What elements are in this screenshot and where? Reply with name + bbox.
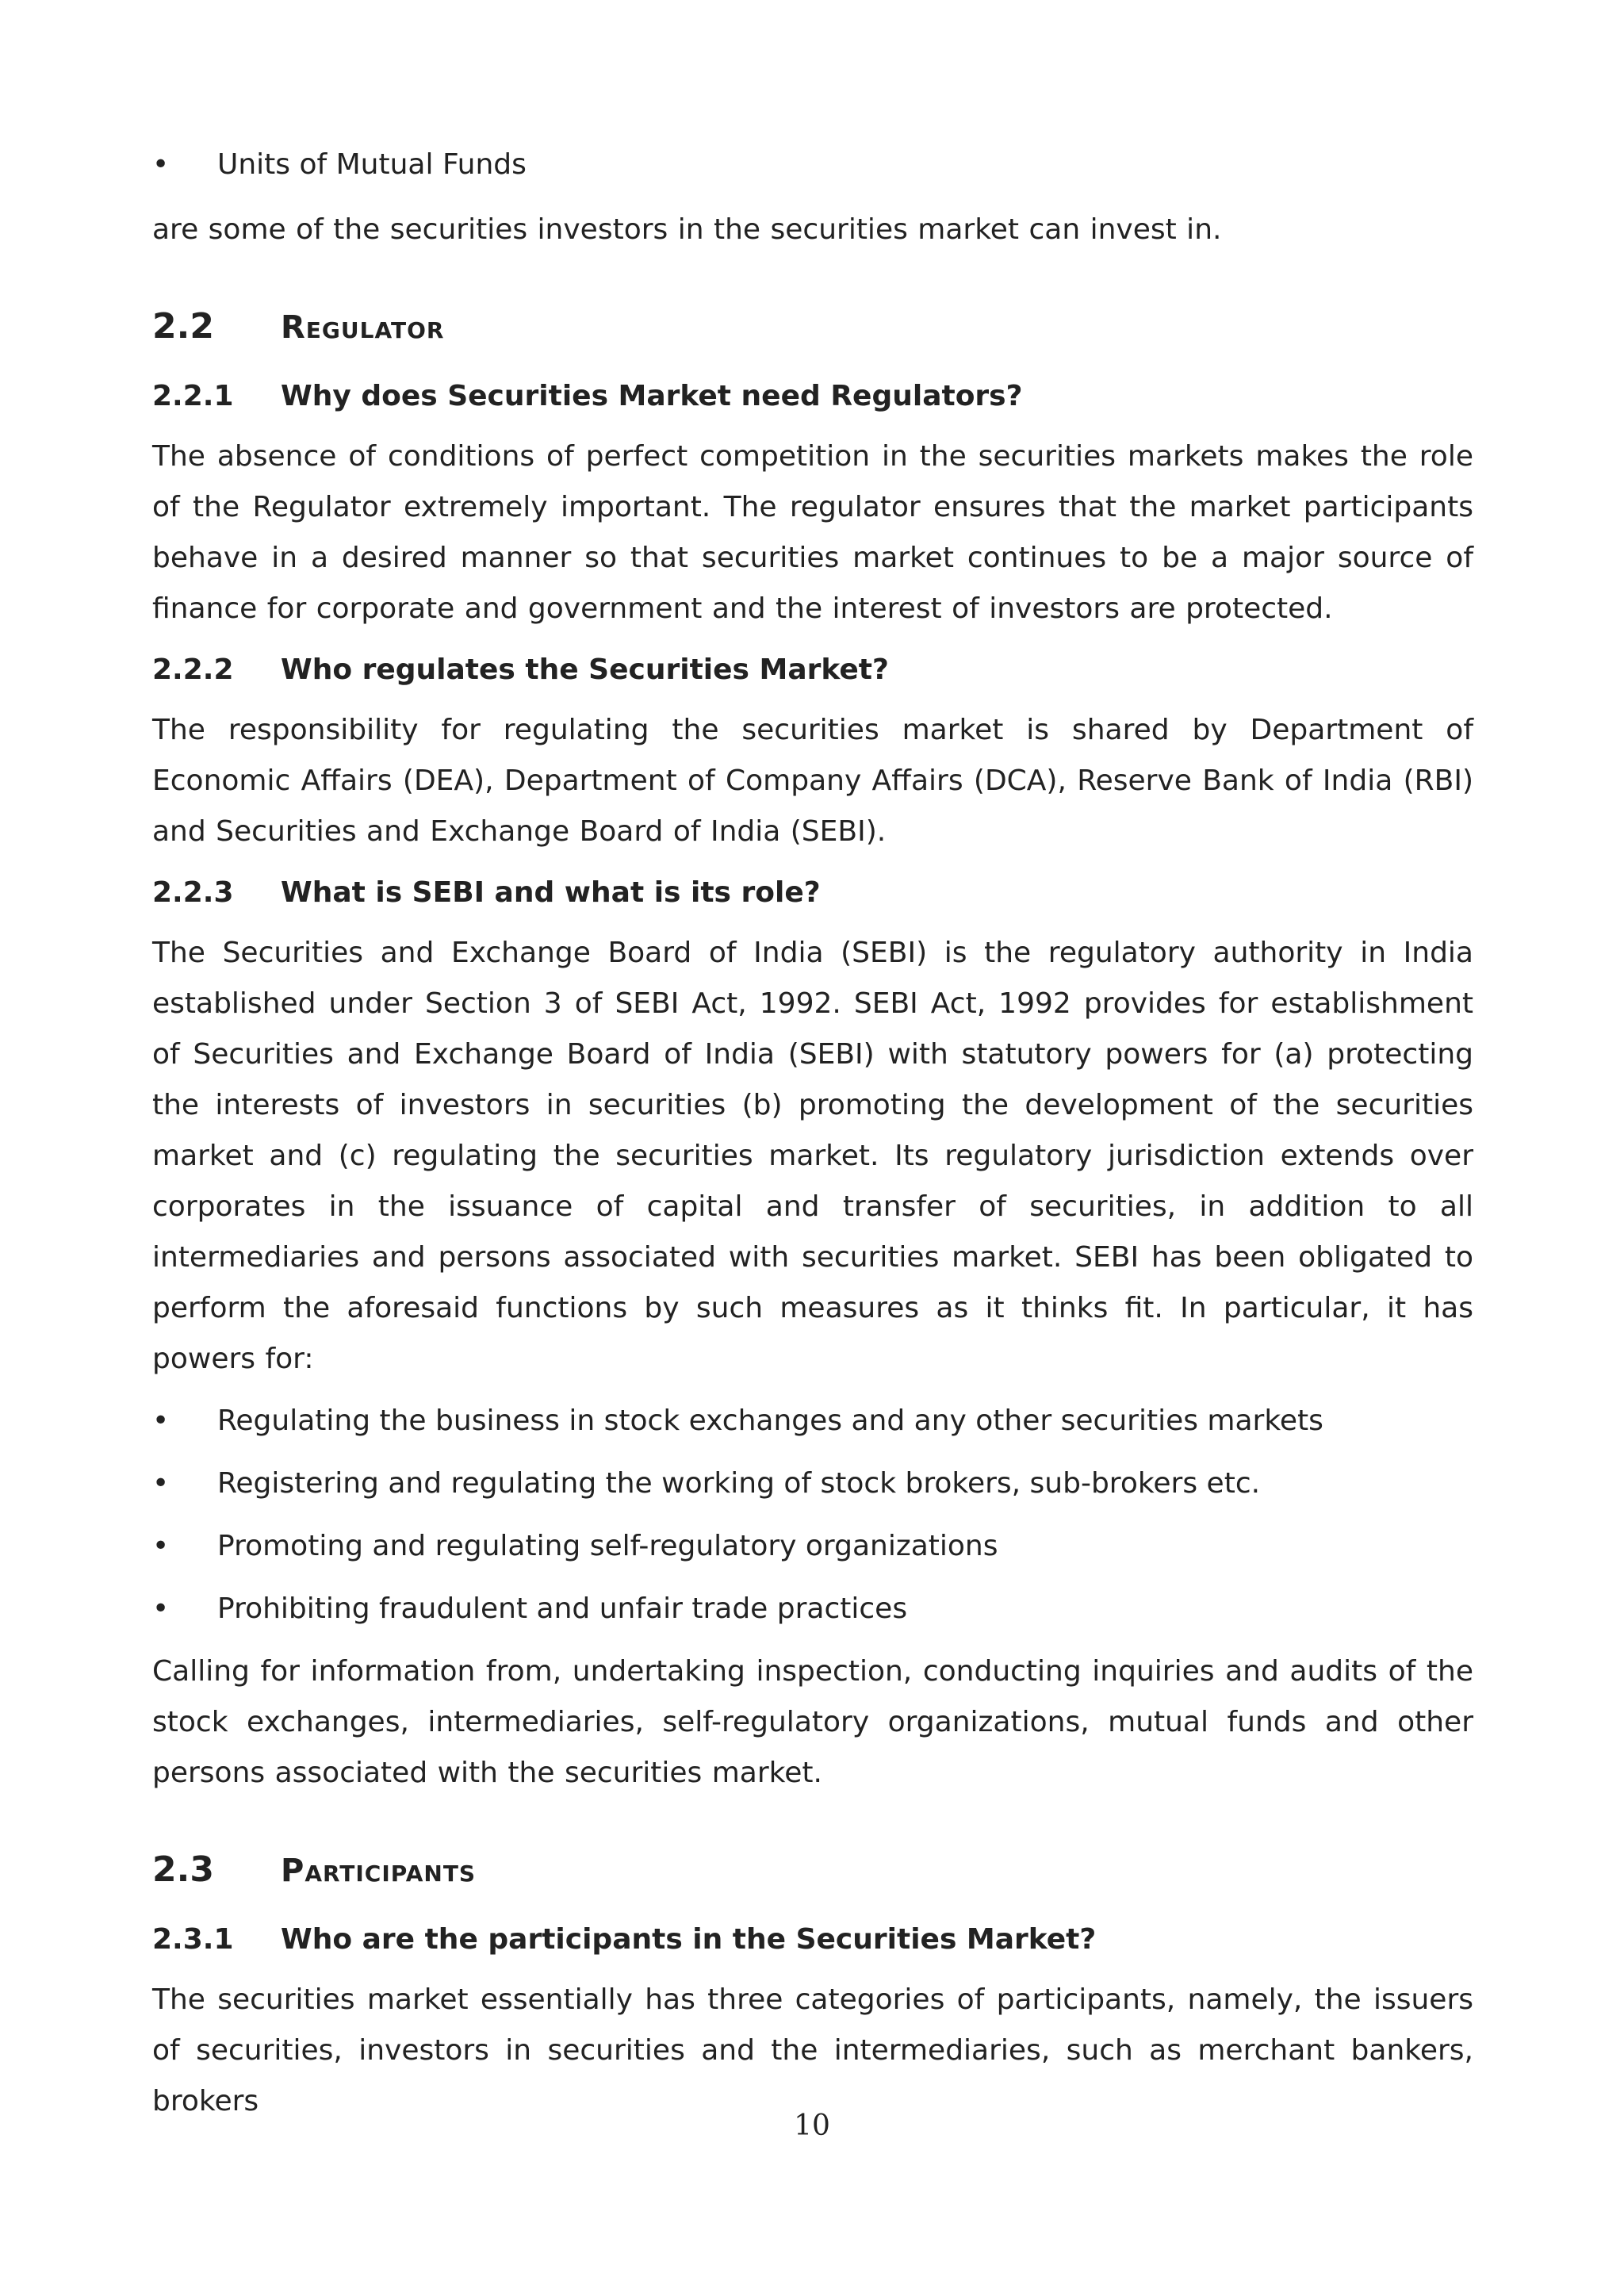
section-heading-2-2 — [152, 306, 1473, 347]
bullet-dot-icon: • — [152, 148, 170, 181]
bullet-text: Promoting and regulating self-regulatory organizations — [217, 1530, 998, 1562]
section-title: Participants — [281, 1853, 477, 1889]
subsection-heading-2-2-1 — [152, 380, 1473, 412]
section-title: Regulator — [281, 309, 445, 346]
section-number: 2.2 — [152, 306, 214, 347]
bullet-dot-icon: • — [152, 1467, 170, 1500]
bullet-dot-icon: • — [152, 1405, 170, 1437]
subsection-number: 2.3.1 — [152, 1923, 234, 1956]
bullet-text: Prohibiting fraudulent and unfair trade practices — [217, 1592, 908, 1625]
bullet-text: Regulating the business in stock exchanges and any other securities markets — [217, 1405, 1323, 1437]
subsection-title: Why does Securities Market need Regulators? — [281, 380, 1023, 412]
subsection-title: Who are the participants in the Securities Market? — [281, 1923, 1097, 1956]
subsection-number: 2.2.2 — [152, 653, 234, 686]
paragraph-2-2-3: The Securities and Exchange Board of India (SEBI) is the regulatory authority in India established under Section 3 of SEBI Act, 1992. SEBI Act, 1992 provides for establishment of Securities and Exchange Board of India (SEBI) with statutory powers for (a) protecting the interests of investors in securities (b) promoting the development of the securities market and (c) regulating the securities market. Its regulatory jurisdiction extends over corporates in the issuance of capital and transfer of securities, in addition to all intermediaries and persons associated with securities market. SEBI has been obligated to perform the aforesaid functions by such measures as it thinks fit. In particular, it has powers for: — [152, 937, 1473, 1375]
bullet-item — [152, 1521, 1473, 1572]
bullet-item — [152, 1396, 1473, 1447]
bullet-text: Units of Mutual Funds — [217, 148, 527, 181]
bullet-text: Registering and regulating the working of stock brokers, sub-brokers etc. — [217, 1467, 1261, 1500]
bullet-item — [152, 1584, 1473, 1634]
subsection-heading-2-3-1 — [152, 1923, 1473, 1956]
section-heading-2-3 — [152, 1849, 1473, 1890]
bullet-item — [152, 140, 1473, 190]
section-number: 2.3 — [152, 1849, 214, 1890]
paragraph-2-2-1: The absence of conditions of perfect competition in the securities markets makes the role of the Regulator extremely important. The regulator ensures that the market participants behave in a desired manner so that securities market continues to be a major source of finance for corporate and government and the interest of investors are protected. — [152, 440, 1473, 625]
bullet-dot-icon: • — [152, 1530, 170, 1562]
subsection-number: 2.2.3 — [152, 876, 234, 909]
subsection-number: 2.2.1 — [152, 380, 234, 412]
bullet-item — [152, 1458, 1473, 1509]
paragraph-2-2-3-closing: Calling for information from, undertaking inspection, conducting inquiries and audits of the stock exchanges, intermediaries, self-regulatory organizations, mutual funds and other persons associated with the securities market. — [152, 1655, 1473, 1789]
page-number: 10 — [794, 2110, 830, 2142]
paragraph-2-3-1: The securities market essentially has three categories of participants, namely, the issuers of securities, investors in securities and the intermediaries, such as merchant bankers, brokers — [152, 1983, 1473, 2117]
subsection-heading-2-2-3 — [152, 876, 1473, 909]
bullet-dot-icon: • — [152, 1592, 170, 1625]
document-page — [152, 140, 1473, 2127]
subsection-heading-2-2-2 — [152, 653, 1473, 686]
subsection-title: Who regulates the Securities Market? — [281, 653, 889, 686]
subsection-title: What is SEBI and what is its role? — [281, 876, 821, 909]
intro-closing-paragraph: are some of the securities investors in the securities market can invest in. — [152, 213, 1222, 246]
paragraph-2-2-2: The responsibility for regulating the securities market is shared by Department of Economic Affairs (DEA), Department of Company Affairs (DCA), Reserve Bank of India (RBI) and Securities and Exchange Board of India (SEBI). — [152, 714, 1473, 848]
